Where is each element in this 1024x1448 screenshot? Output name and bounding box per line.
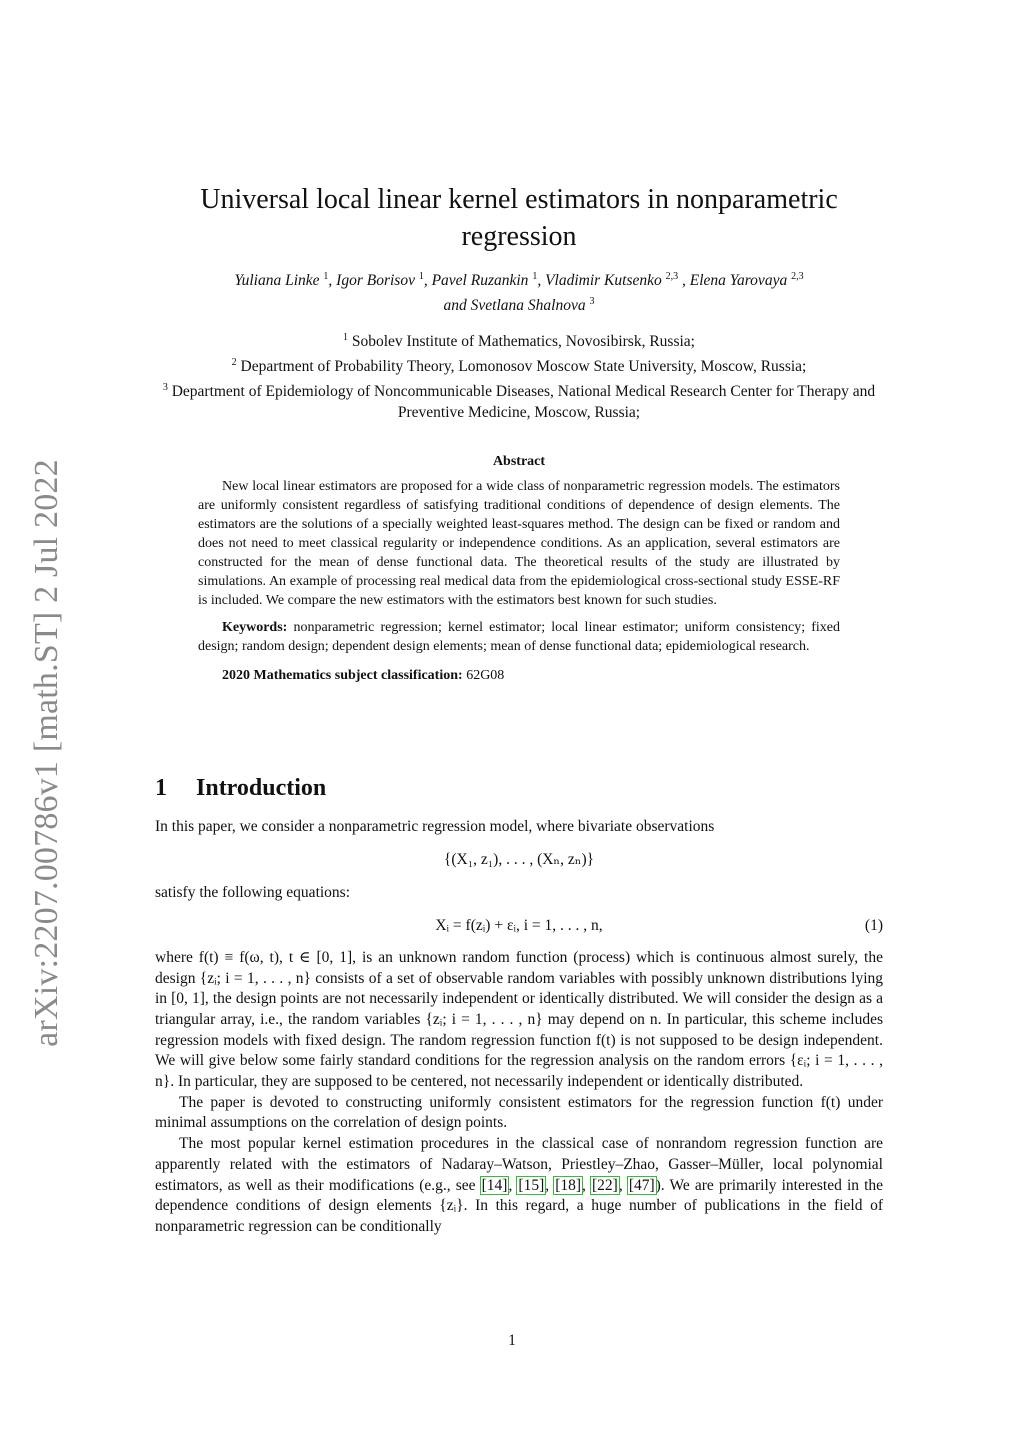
citation-link[interactable]: [14] <box>481 1176 508 1194</box>
msc-label: 2020 Mathematics subject classification: <box>222 668 463 683</box>
author-name: Igor Borisov <box>336 272 415 290</box>
abstract-text: New local linear estimators are proposed for a wide class of nonparametric regression models. The estimators are uniformly consistent regardless of satisfying traditional conditions of dependence of design elements. The estimators are the solutions of a specially weighted least-squares method. The design can be fixed or random and does not need to meet classical regularity or independence conditions. As an application, several estimators are constructed for the mean of dense functional data. The theoretical results of the study are illustrated by simulations. An example of processing real medical data from the epidemiological cross-sectional study ESSE-RF is included. We compare the new estimators with the estimators best known for such studies. <box>198 479 840 608</box>
affiliation-list <box>155 327 883 423</box>
paragraph: satisfy the following equations: <box>155 884 351 902</box>
paragraph: where f(t) ≡ f(ω, t), t ∈ [0, 1], is an unknown random function (process) which is continuous almost surely, the design {zᵢ; i = 1, . . . , n} consists of a set of observable random variables with possibly unknown distributions lying in [0, 1], the design points are not necessarily independent or identically distributed. We will consider the design as a triangular array, i.e., the random variables {zᵢ; i = 1, . . . , n} may depend on n. In particular, this scheme includes regression models with fixed design. The random regression function f(t) is not supposed to be design independent. We will give below some fairly standard conditions for the regression analysis on the random errors {εᵢ; i = 1, . . . , n}. In particular, they are supposed to be centered, not necessarily independent or identically distributed. <box>155 948 883 1091</box>
abstract-block <box>198 452 840 685</box>
author-name: Pavel Ruzankin <box>431 272 529 290</box>
equation-1 <box>155 916 883 937</box>
author-list: Yuliana Linke $^1$, Igor Borisov $^1$, Pavel Ruzankin $^1$, Vladimir Kutsenko $^{2,3}$ , Elena Yarovaya $^{2,3}$ and Svetlana Shalnova $^3$ <box>234 271 804 315</box>
section-title: Introduction <box>196 775 327 801</box>
citation-link[interactable]: [47] <box>628 1176 655 1194</box>
author-affil-sup: 2,3 <box>665 271 679 282</box>
affiliation-sup: 2 <box>231 357 237 369</box>
author-affil-sup: 3 <box>589 296 595 308</box>
paragraph: The most popular kernel estimation procedures in the classical case of nonrandom regression function are apparently related with the estimators of Nadaray–Watson, Priestley–Zhao, Gasser–Müller, local polynomial estimators, as well as their modifications (e.g., see [14], [15], [18], [22], [47]). We are primarily interested in the dependence conditions of design elements {zᵢ}. In this regard, a huge number of publications in the field of nonparametric regression can be conditionally <box>155 1135 884 1235</box>
arxiv-sidebar <box>20 448 74 1058</box>
author-name: Yuliana Linke <box>234 272 320 290</box>
author-affil-sup: 1 <box>532 271 538 282</box>
paragraph-text: ). We are primarily interested in the dependence conditions of design elements {zᵢ}. In this regard, a huge number of publications in the field of nonparametric regression can be conditionally <box>155 1176 884 1235</box>
affiliation-text: Department of Epidemiology of Noncommunicable Diseases, National Medical Research Center for Therapy and Preventive Medicine, Moscow, Russia; <box>171 383 876 422</box>
affiliation-sup: 3 <box>162 382 168 394</box>
section-heading <box>155 772 883 804</box>
author-affil-sup: 1 <box>323 271 329 282</box>
keywords-label: Keywords: <box>222 620 288 635</box>
equation-observations: {(X₁, z₁), . . . , (Xₙ, zₙ)} <box>443 850 595 868</box>
author-affil-sup: 2,3 <box>791 271 804 282</box>
msc-classification <box>198 666 840 685</box>
keywords-text: nonparametric regression; kernel estimator; local linear estimator; uniform consistency; fixed design; random design; dependent design elements; mean of dense functional data; epidemiological research. <box>198 620 841 654</box>
abstract-heading: Abstract <box>492 454 546 469</box>
equation-1-body: Xᵢ = f(zᵢ) + εᵢ, i = 1, . . . , n, <box>435 917 603 935</box>
citation-link[interactable]: [15] <box>518 1176 545 1194</box>
citation-link[interactable]: [22] <box>592 1176 618 1194</box>
affiliation-text: Sobolev Institute of Mathematics, Novosibirsk, Russia; <box>351 333 695 351</box>
paper-title: Universal local linear kernel estimators in nonparametric regression <box>200 184 838 252</box>
affiliation-text: Department of Probability Theory, Lomonosov Moscow State University, Moscow, Russia; <box>240 358 807 376</box>
page-number: 1 <box>508 1332 516 1349</box>
paragraph: In this paper, we consider a nonparametric regression model, where bivariate observations <box>155 818 715 835</box>
paragraph: The paper is devoted to constructing uniformly consistent estimators for the regression function f(t) under minimal assumptions on the correlation of design points. <box>155 1093 883 1132</box>
citation-link[interactable]: [18] <box>555 1176 582 1194</box>
equation-number: (1) <box>864 917 883 935</box>
section-number: 1 <box>155 775 167 801</box>
msc-code: 62G08 <box>466 668 505 683</box>
author-conjunction: and <box>443 297 467 315</box>
author-name: Elena Yarovaya <box>689 272 788 290</box>
affiliation <box>155 352 883 377</box>
keywords <box>198 618 840 656</box>
author-name: Svetlana Shalnova <box>470 297 586 315</box>
arxiv-identifier: arXiv:2207.00786v1 [math.ST] 2 Jul 2022 <box>28 459 65 1047</box>
affiliation <box>155 327 883 352</box>
affiliation <box>155 377 883 423</box>
paragraph-text: The most popular kernel estimation procedures in the classical case of nonrandom regression function are apparently related with the estimators of Nadaray–Watson, Priestley–Zhao, Gasser–Müller, local polynomial estimators, as well as their modifications (e.g., see <box>155 1135 883 1194</box>
author-affil-sup: 1 <box>418 271 424 282</box>
affiliation-sup: 1 <box>342 332 348 343</box>
intro-body <box>155 817 883 1238</box>
author-name: Vladimir Kutsenko <box>545 272 662 290</box>
